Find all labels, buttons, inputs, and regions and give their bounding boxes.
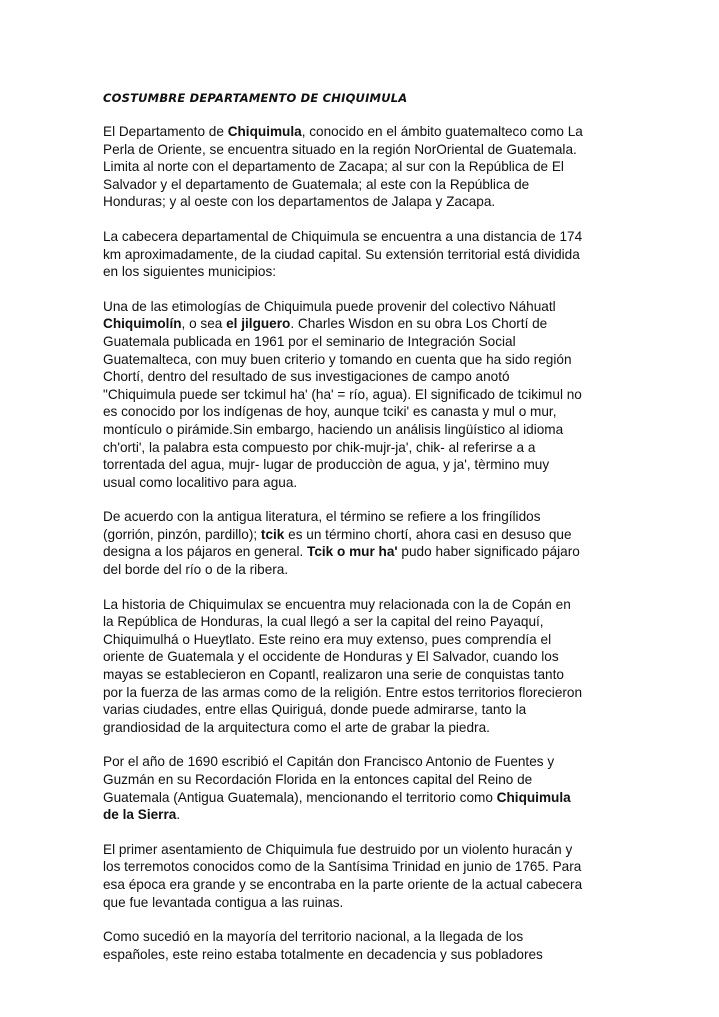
text-line — [103, 456, 623, 474]
text-line — [103, 158, 623, 176]
bold-text: tcik — [260, 526, 285, 542]
text-line — [103, 789, 623, 807]
text-line — [103, 701, 623, 719]
text-segment: torrentada del agua, mujr- lugar de producciòn de agua, y ja', tèrmino muy — [103, 457, 550, 473]
text-segment: Guatemala publicada en 1961 por el seminario de Integración Social — [103, 333, 516, 349]
text-segment: Por el año de 1690 escribió el Capitán don Francisco Antonio de Fuentes y — [103, 754, 555, 770]
text-line — [103, 894, 623, 912]
text-segment: La cabecera departamental de Chiquimula se encuentra a una distancia de 174 — [103, 228, 583, 244]
text-line — [103, 753, 623, 771]
text-line — [103, 596, 623, 614]
text-segment: pudo haber significado pájaro — [397, 544, 580, 560]
bold-text: Chiquimula — [496, 789, 571, 805]
text-segment: grandiosidad de la arquitectura como el arte de grabar la piedra. — [103, 719, 490, 735]
text-segment: , o sea — [181, 316, 227, 332]
text-line — [103, 386, 623, 404]
text-line — [103, 648, 623, 666]
text-line — [103, 439, 623, 457]
text-segment: ch'orti', la palabra esta compuesto por chik-mujr-ja', chik- al referirse a a — [103, 439, 536, 455]
text-segment: (gorrión, pinzón, pardillo); — [103, 526, 261, 542]
text-segment: Guzmán en su Recordación Florida en la entonces capital del Reino de — [103, 772, 533, 787]
text-line — [103, 333, 623, 351]
text-segment: en los siguientes municipios: — [103, 264, 277, 280]
text-line — [103, 246, 623, 264]
text-segment: Limita al norte con el departamento de Zacapa; al sur con la República de El — [103, 159, 564, 175]
text-segment: . — [176, 807, 181, 823]
text-segment: Guatemalteca, con muy buen criterio y tomando en cuenta que ha sido región — [103, 351, 572, 367]
text-segment: , conocido en el ámbito guatemalteco como La — [301, 124, 583, 139]
paragraph — [103, 928, 623, 963]
text-line — [103, 228, 623, 246]
paragraph — [103, 841, 623, 911]
text-line — [103, 526, 623, 544]
text-line — [103, 403, 623, 421]
text-line — [103, 193, 623, 211]
text-line — [103, 561, 623, 579]
text-segment: Chiquimulhá o Hueytlato. Este reino era muy extenso, pues comprendía el — [103, 631, 552, 647]
paragraph-list — [103, 123, 623, 963]
text-line — [103, 858, 623, 876]
text-segment: Como sucedió en la mayoría del territorio nacional, a la llegada de los — [103, 929, 524, 945]
text-line — [103, 351, 623, 369]
text-segment: Salvador y el departamento de Guatemala; al este con la República de — [103, 176, 530, 192]
text-segment: El Departamento de — [103, 124, 228, 139]
text-segment: . Charles Wisdon en su obra Los Chortí de — [290, 316, 548, 332]
text-segment: del borde del río o de la ribera. — [103, 562, 289, 578]
text-line — [103, 876, 623, 894]
text-segment: Una de las etimologías de Chiquimula puede provenir del colectivo Náhuatl — [103, 298, 556, 314]
bold-text: Chiquimula — [227, 124, 302, 139]
document-body — [103, 90, 623, 980]
text-line — [103, 684, 623, 702]
text-segment: los terremotos conocidos como de la Santísima Trinidad en junio de 1765. Para — [103, 859, 582, 875]
text-segment: "Chiquimula puede ser tckimul ha' (ha' = río, agua). El significado de tcikimul no — [103, 386, 582, 402]
paragraph — [103, 596, 623, 737]
text-segment: la República de Honduras, la cual llegó a ser la capital del reino Payaquí, — [103, 614, 544, 630]
text-line — [103, 508, 623, 526]
text-segment: Honduras; y al oeste con los departamentos de Jalapa y Zacapa. — [103, 194, 496, 210]
text-line — [103, 315, 623, 333]
text-segment: designa a los pájaros en general. — [103, 544, 308, 560]
text-segment: Perla de Oriente, se encuentra situado en la región NorOriental de Guatemala. — [103, 141, 577, 157]
text-segment: es conocido por los indígenas de hoy, aunque tciki' es canasta y mul o mur, — [103, 404, 557, 420]
text-segment: De acuerdo con la antigua literatura, el término se refiere a los fringílidos — [103, 509, 541, 525]
text-line — [103, 421, 623, 439]
text-segment: es un término chortí, ahora casi en desuso que — [284, 526, 572, 542]
text-line — [103, 123, 623, 141]
paragraph — [103, 753, 623, 823]
text-segment: mayas se establecieron en Copantl, realizaron una serie de conquistas tanto — [103, 667, 564, 683]
text-segment: oriente de Guatemala y el occidente de Honduras y El Salvador, cuando los — [103, 649, 559, 665]
text-segment: montículo o pirámide.Sin embargo, haciendo un análisis lingüístico al idioma — [103, 421, 564, 437]
text-line — [103, 368, 623, 386]
bold-text: el jilguero — [226, 316, 291, 332]
text-line — [103, 666, 623, 684]
text-line — [103, 543, 623, 561]
text-line — [103, 631, 623, 649]
text-segment: varias ciudades, entre ellas Quiriguá, donde puede admirarse, tanto la — [103, 702, 527, 718]
text-line — [103, 474, 623, 492]
text-segment: españoles, este reino estaba totalmente en decadencia y sus pobladores — [103, 946, 543, 962]
document-title: COSTUMBRE DEPARTAMENTO DE CHIQUIMULA — [103, 91, 408, 105]
text-line — [103, 771, 623, 789]
text-line — [103, 613, 623, 631]
paragraph — [103, 508, 623, 578]
text-line — [103, 263, 623, 281]
text-segment: que fue levantada contigua a las ruinas. — [103, 894, 344, 910]
text-segment: km aproximadamente, de la ciudad capital. Su extensión territorial está dividida — [103, 246, 580, 262]
text-line — [103, 141, 623, 159]
text-line — [103, 719, 623, 737]
text-segment: El primer asentamiento de Chiquimula fue destruido por un violento huracán y — [103, 841, 573, 857]
text-line — [103, 806, 623, 824]
text-line — [103, 298, 623, 316]
text-segment: Guatemala (Antigua Guatemala), mencionando el territorio como — [103, 789, 497, 805]
bold-text: Chiquimolín — [103, 316, 182, 332]
bold-text: Tcik o mur ha' — [307, 544, 398, 560]
paragraph — [103, 123, 623, 211]
text-segment: Chortí, dentro del resultado de sus investigaciones de campo anotó — [103, 369, 510, 385]
text-line — [103, 841, 623, 859]
text-segment: por la fuerza de las armas como de la religión. Entre estos territorios florecieron — [103, 684, 583, 700]
text-segment: esa época era grande y se encontraba en la parte oriente de la actual cabecera — [103, 876, 583, 892]
text-segment: La historia de Chiquimulax se encuentra muy relacionada con la de Copán en — [103, 596, 571, 612]
paragraph — [103, 228, 623, 281]
text-line — [103, 176, 623, 194]
paragraph — [103, 298, 623, 492]
bold-text: de la Sierra — [103, 807, 177, 823]
text-segment: usual como localitivo para agua. — [103, 474, 298, 490]
text-line — [103, 946, 623, 964]
text-line — [103, 928, 623, 946]
